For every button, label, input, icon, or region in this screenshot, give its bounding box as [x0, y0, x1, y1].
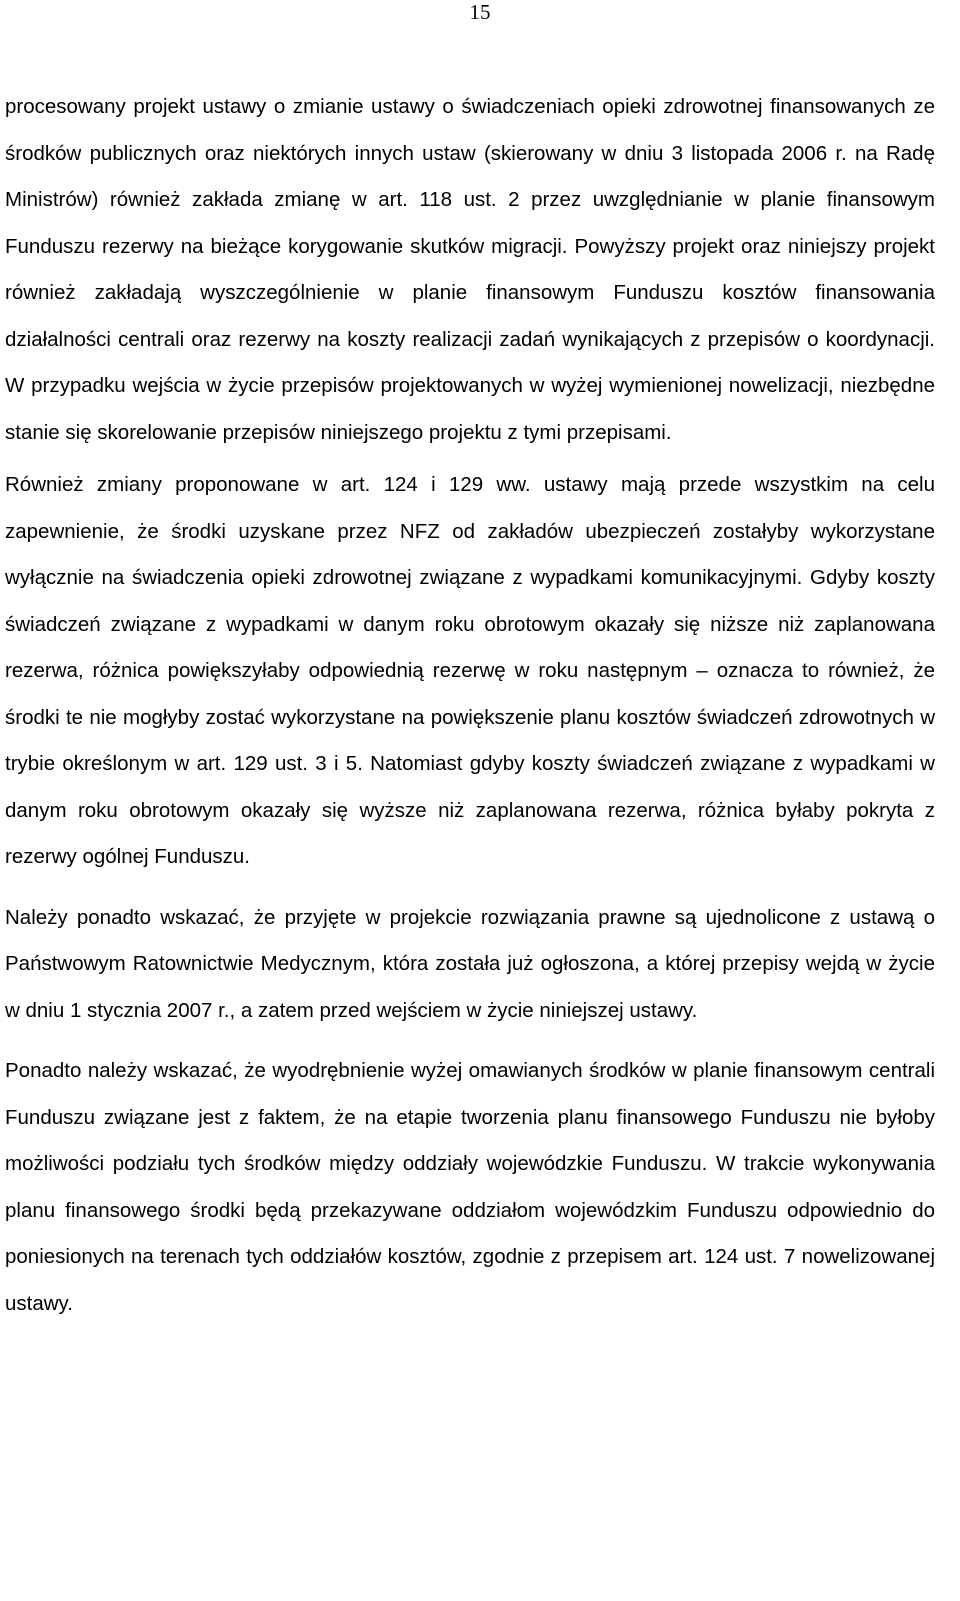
document-body — [5, 84, 935, 1327]
paragraph-4: Ponadto należy wskazać, że wyodrębnienie wyżej omawianych środków w planie finansowym centrali Funduszu związane jest z faktem, że na etapie tworzenia planu finansowego Funduszu nie byłoby możliwości podziału tych środków między oddziały wojewódzkie Funduszu. W trakcie wykonywania planu finansowego środki będą przekazywane oddziałom wojewódzkim Funduszu odpowiednio do poniesionych na terenach tych oddziałów kosztów, zgodnie z przepisem art. 124 ust. 7 nowelizowanej ustawy. — [5, 1059, 935, 1315]
paragraph-3: Należy ponadto wskazać, że przyjęte w projekcie rozwiązania prawne są ujednolicone z ustawą o Państwowym Ratownictwie Medycznym, która została już ogłoszona, a której przepisy wejdą w życie w dniu 1 stycznia 2007 r., a zatem przed wejściem w życie niniejszej ustawy. — [5, 905, 935, 1022]
page-number: 15 — [469, 0, 491, 24]
paragraph-1: procesowany projekt ustawy o zmianie ustawy o świadczeniach opieki zdrowotnej finansowanych ze środków publicznych oraz niektórych innych ustaw (skierowany w dniu 3 listopada 2006 r. na Radę Ministrów) również zakłada zmianę w art. 118 ust. 2 przez uwzględnianie w planie finansowym Funduszu rezerwy na bieżące korygowanie skutków migracji. Powyższy projekt oraz niniejszy projekt również zakładają wyszczególnienie w planie finansowym Funduszu kosztów finansowania działalności centrali oraz rezerwy na koszty realizacji zadań wynikających z przepisów o koordynacji. W przypadku wejścia w życie przepisów projektowanych w wyżej wymienionej nowelizacji, niezbędne stanie się skorelowanie przepisów niniejszego projektu z tymi przepisami. — [5, 95, 935, 444]
paragraph-2: Również zmiany proponowane w art. 124 i 129 ww. ustawy mają przede wszystkim na celu zapewnienie, że środki uzyskane przez NFZ od zakładów ubezpieczeń zostałyby wykorzystane wyłącznie na świadczenia opieki zdrowotnej związane z wypadkami komunikacyjnymi. Gdyby koszty świadczeń związane z wypadkami w danym roku obrotowym okazały się niższe niż zaplanowana rezerwa, różnica powiększyłaby odpowiednią rezerwę w roku następnym – oznacza to również, że środki te nie mogłyby zostać wykorzystane na powiększenie planu kosztów świadczeń zdrowotnych w trybie określonym w art. 129 ust. 3 i 5. Natomiast gdyby koszty świadczeń związane z wypadkami w danym roku obrotowym okazały się wyższe niż zaplanowana rezerwa, różnica byłaby pokryta z rezerwy ogólnej Funduszu. — [5, 473, 935, 868]
